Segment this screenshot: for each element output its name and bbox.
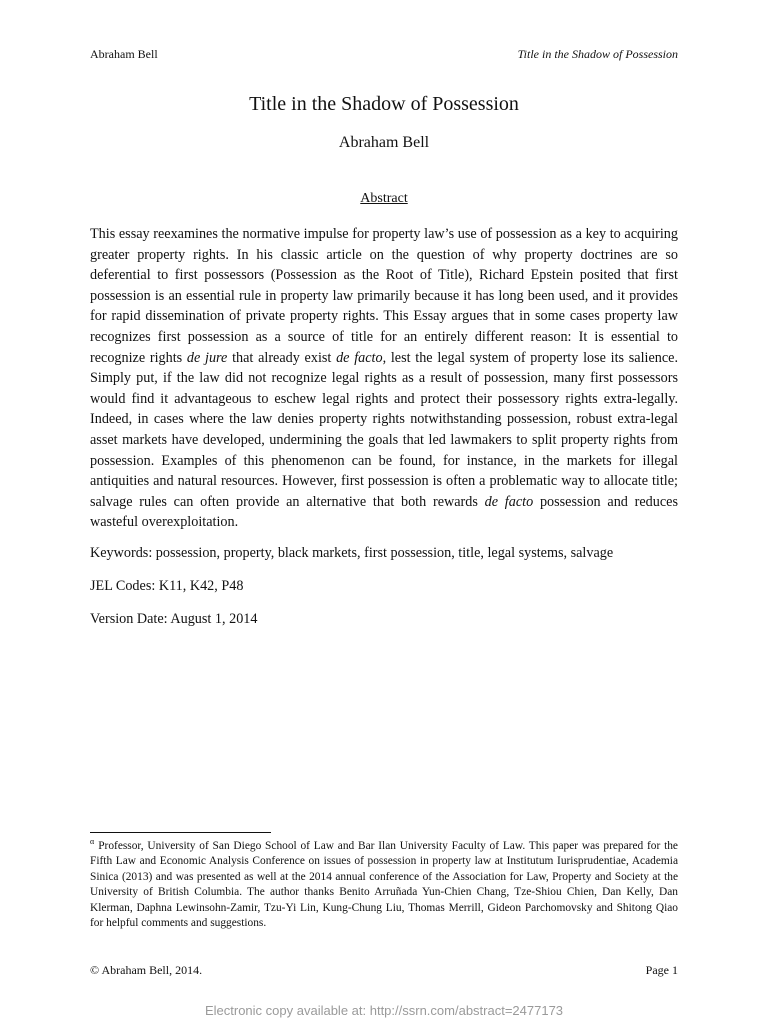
jel-codes-line: JEL Codes: K11, K42, P48 <box>90 578 244 594</box>
version-date-line: Version Date: August 1, 2014 <box>90 611 258 627</box>
running-header-author: Abraham Bell <box>90 47 158 61</box>
footnote-divider <box>90 832 271 833</box>
abstract-italic-term: de jure <box>186 349 228 366</box>
abstract-heading: Abstract <box>360 191 408 206</box>
abstract-text: that already exist <box>227 349 337 366</box>
abstract-text: , lest the legal system of property lose its salience. Simply put, if the law did not recognize legal rights as a result of possession, many first possessors would find it advantageous to eschew legal rights and protect their possessory rights extra-legally. Indeed, in cases where the law denies property rights notwithstanding possession, robust extra-legal asset markets have developed, undermining the goals that led lawmakers to split property rights from possession. Examples of this phenomenon can be found, for instance, in the markets for illegal antiquities and natural resources. However, first possession is often a problematic way to allocate title; salvage rules can often provide an alternative that both rewards <box>90 349 679 510</box>
abstract-text: possession and reduces wasteful overexploitation. <box>90 493 678 531</box>
footnote-marker: α <box>90 837 95 847</box>
running-header-title: Title in the Shadow of Possession <box>517 47 678 61</box>
copyright-footer: © Abraham Bell, 2014. <box>90 963 203 977</box>
paper-author: Abraham Bell <box>338 134 430 151</box>
abstract-italic-term: de facto <box>484 493 534 510</box>
abstract-italic-term: de facto <box>336 349 383 366</box>
abstract-body <box>90 224 678 533</box>
keywords-line: Keywords: possession, property, black markets, first possession, title, legal systems, salvage <box>90 545 614 561</box>
paper-title: Title in the Shadow of Possession <box>249 93 519 115</box>
ssrn-download-notice: Electronic copy available at: http://ssrn.com/abstract=2477173 <box>204 1003 564 1018</box>
author-footnote <box>90 839 678 931</box>
footnote-text: Professor, University of San Diego School of Law and Bar Ilan University Faculty of Law. This paper was prepared for the Fifth Law and Economic Analysis Conference on issues of possession in property law at Institutum Iurisprudentiae, Academia Sinica (2013) and was presented as well at the 2014 annual conference of the Association for Law, Property and Society at the University of British Columbia. The author thanks Benito Arruñada Yun-Chien Chang, Tze-Shiou Chien, Dan Kelly, Dan Klerman, Daphna Lewinsohn-Zamir, Tzu-Yi Lin, Kung-Chung Liu, Thomas Merrill, Gideon Parchomovsky and Shitong Qiao for helpful comments and suggestions. <box>90 840 678 930</box>
abstract-text: This essay reexamines the normative impulse for property law’s use of possession as a key to acquiring greater property rights. In his classic article on the question of why property doctrines are so deferential to first possessors (Possession as the Root of Title), Richard Epstein posited that first possession is an essential rule in property law primarily because it has long been used, and it provides for rapid dissemination of private property rights. This Essay argues that in some cases property law recognizes first possession as a source of title for an entirely different reason: It is essential to recognize rights <box>90 226 678 366</box>
page-number: Page 1 <box>645 963 678 977</box>
